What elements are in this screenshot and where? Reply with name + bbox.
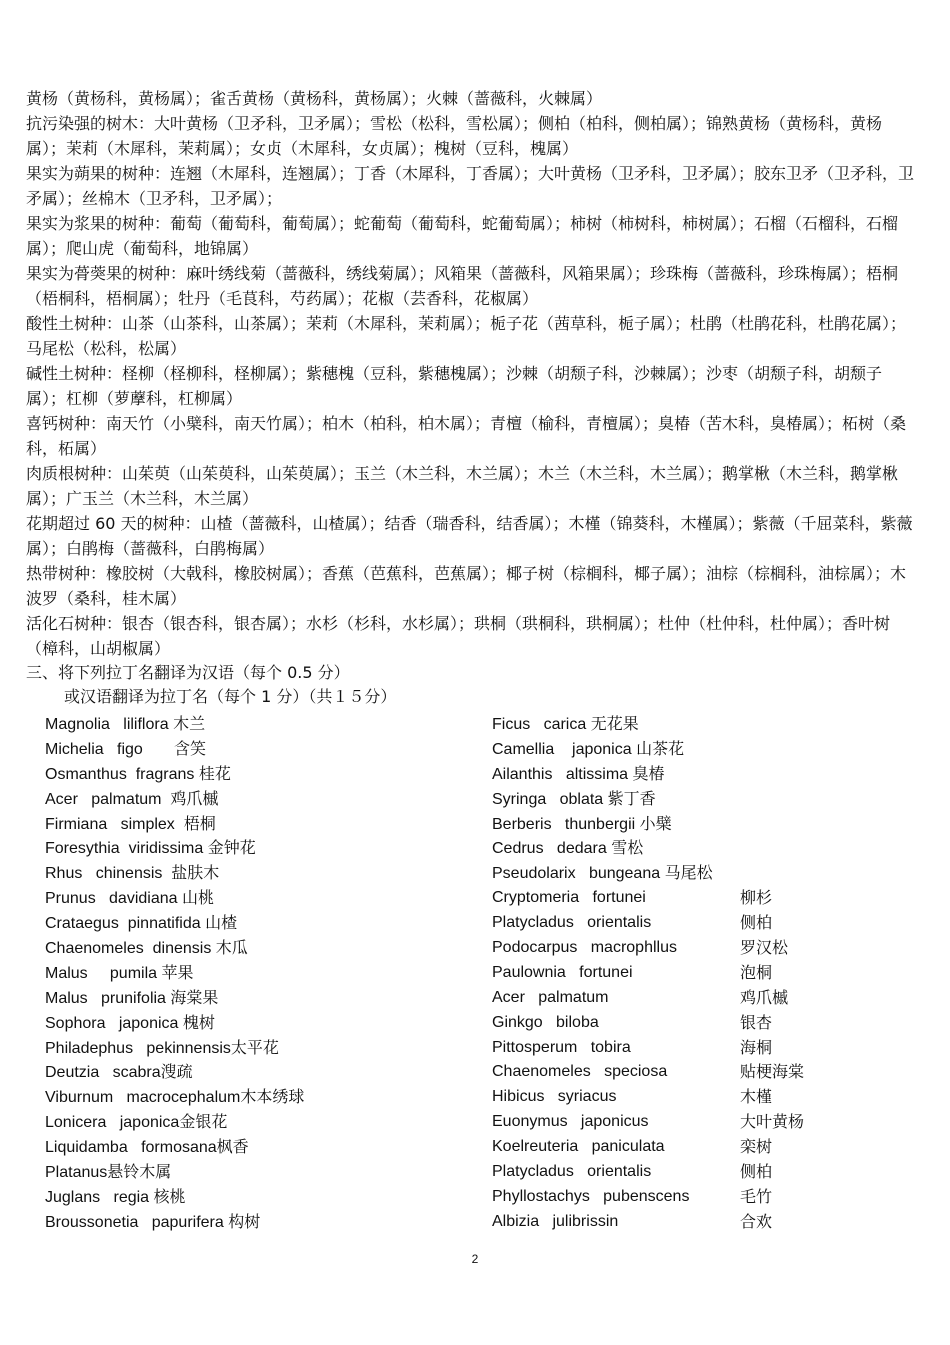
latin-name: Michelia figo <box>45 740 174 758</box>
latin-name: Platanus <box>45 1164 108 1182</box>
latin-name: Acer palmatum <box>492 988 609 1006</box>
term-row <box>45 1060 465 1085</box>
latin-name: Platycladus orientalis <box>492 1163 652 1181</box>
term-row <box>45 936 465 961</box>
term-row <box>45 1036 465 1061</box>
chinese-name: 海桐 <box>740 1037 773 1057</box>
term-row <box>45 886 465 911</box>
section-heading: 三、将下列拉丁名翻译为汉语（每个 0.5 分） <box>26 663 350 682</box>
term-row <box>492 986 912 1011</box>
chinese-name: 鸡爪槭 <box>170 788 219 808</box>
chinese-name: 无花果 <box>590 714 639 733</box>
chinese-name: 栾树 <box>740 1137 773 1157</box>
latin-name: Paulownia fortunei <box>492 963 633 981</box>
latin-name: Koelreuteria paniculata <box>492 1138 665 1156</box>
term-row <box>492 1185 912 1210</box>
term-row <box>492 787 912 812</box>
chinese-name: 金银花 <box>179 1112 228 1132</box>
latin-name: Phyllostachys pubenscens <box>492 1187 690 1205</box>
chinese-name: 毛竹 <box>740 1186 773 1206</box>
chinese-name: 合欢 <box>740 1211 773 1231</box>
latin-name: Broussonetia papurifera <box>45 1213 229 1231</box>
paragraph: 酸性土树种：山茶（山茶科，山茶属）；茉莉（木犀科，茉莉属）；栀子花（茜草科，栀子属）；杜鹃（杜鹃花科，杜鹃花属）；马尾松（松科，松属） <box>26 314 907 358</box>
latin-name: Cedrus dedara <box>492 840 612 858</box>
chinese-name: 小檗 <box>639 813 672 833</box>
chinese-name: 紫丁香 <box>607 788 656 808</box>
term-row <box>492 861 912 886</box>
latin-name: Berberis thunbergii <box>492 815 640 833</box>
chinese-name: 太平花 <box>230 1037 279 1057</box>
term-row <box>45 1160 465 1185</box>
term-row <box>45 1011 465 1036</box>
chinese-name: 梧桐 <box>183 813 216 833</box>
paragraph: 果实为浆果的树种：葡萄（葡萄科，葡萄属）；蛇葡萄（葡萄科，蛇葡萄属）；柿树（柿树科，柿树属）；石榴（石榴科，石榴属）；爬山虎（葡萄科，地锦属） <box>26 214 899 258</box>
term-row <box>45 1110 465 1135</box>
chinese-name: 大叶黄杨 <box>740 1112 805 1132</box>
paragraph: 花期超过 60 天的树种：山楂（蔷薇科，山楂属）；结香（瑞香科，结香属）；木槿（锦葵科，木槿属）；紫薇（千屈菜科，紫薇属）；白鹃梅（蔷薇科，白鹃梅属） <box>26 514 913 558</box>
chinese-name: 马尾松 <box>664 863 713 883</box>
latin-name: Malus prunifolia <box>45 989 171 1007</box>
term-row <box>45 812 465 837</box>
term-row <box>45 1085 465 1110</box>
term-row <box>492 886 912 911</box>
chinese-name: 金钟花 <box>207 838 256 858</box>
chinese-name: 木瓜 <box>215 938 248 958</box>
chinese-name: 侧柏 <box>740 1162 773 1182</box>
chinese-name: 贴梗海棠 <box>740 1062 805 1082</box>
latin-name: Camellia japonica <box>492 740 637 758</box>
latin-name: Deutzia scabra <box>45 1064 161 1082</box>
chinese-name: 苹果 <box>161 962 194 982</box>
paragraph: 果实为蓇葖果的树种：麻叶绣线菊（蔷薇科，绣线菊属）；风箱果（蔷薇科，风箱果属）；珍珠梅（蔷薇科，珍珠梅属）；梧桐（梧桐科，梧桐属）；牡丹（毛茛科，芍药属）；花椒（芸香科，花椒属） <box>26 264 899 308</box>
term-row <box>492 712 912 737</box>
term-row <box>45 986 465 1011</box>
term-row <box>45 737 465 762</box>
term-row <box>492 1160 912 1185</box>
latin-name: Malus pumila <box>45 964 162 982</box>
term-row <box>492 936 912 961</box>
paragraph: 黄杨（黄杨科，黄杨属）；雀舌黄杨（黄杨科，黄杨属）；火棘（蔷薇科，火棘属） <box>26 89 603 108</box>
chinese-name: 枫香 <box>216 1137 249 1157</box>
latin-name: Firmiana simplex <box>45 815 184 833</box>
term-row <box>45 911 465 936</box>
term-row <box>492 1135 912 1160</box>
chinese-name: 侧柏 <box>740 913 773 933</box>
term-row <box>45 861 465 886</box>
term-row <box>492 961 912 986</box>
chinese-name: 海棠果 <box>170 987 219 1007</box>
term-row <box>45 762 465 787</box>
section-subheading: 或汉语翻译为拉丁名（每个 1 分）（共１５分） <box>64 687 397 706</box>
chinese-name: 含笑 <box>173 738 206 758</box>
term-row <box>492 1036 912 1061</box>
paragraph: 活化石树种：银杏（银杏科，银杏属）；水杉（杉科，水杉属）；珙桐（珙桐科，珙桐属）；杜仲（杜仲科，杜仲属）；香叶树（樟科，山胡椒属） <box>26 614 891 658</box>
latin-name: Liquidamba formosana <box>45 1139 217 1157</box>
term-row <box>492 1060 912 1085</box>
chinese-name: 银杏 <box>740 1012 773 1032</box>
chinese-name: 木槿 <box>740 1087 773 1107</box>
chinese-name: 山茶花 <box>636 738 685 758</box>
latin-name: Hibicus syriacus <box>492 1088 617 1106</box>
chinese-name: 盐肤木 <box>171 863 220 883</box>
term-row <box>492 1085 912 1110</box>
chinese-name: 悬铃木属 <box>107 1162 172 1182</box>
chinese-name: 木本绣球 <box>240 1087 305 1107</box>
latin-terms-left-column <box>45 712 465 1235</box>
latin-name: Rhus chinensis <box>45 865 172 883</box>
latin-name: Podocarpus macrophllus <box>492 939 677 957</box>
chinese-name: 桂花 <box>198 763 231 783</box>
term-row <box>45 1210 465 1235</box>
term-row <box>45 1135 465 1160</box>
chinese-name: 雪松 <box>611 838 644 858</box>
latin-name: Syringa oblata <box>492 790 608 808</box>
paragraph: 肉质根树种：山茱萸（山茱萸科，山茱萸属）；玉兰（木兰科，木兰属）；木兰（木兰科，木兰属）；鹅掌楸（木兰科，鹅掌楸属）；广玉兰（木兰科，木兰属） <box>26 464 899 508</box>
chinese-name: 鸡爪槭 <box>740 987 789 1007</box>
term-row <box>492 1210 912 1235</box>
latin-name: Albizia julibrissin <box>492 1212 619 1230</box>
latin-name: Euonymus japonicus <box>492 1113 649 1131</box>
paragraph: 碱性土树种：柽柳（柽柳科，柽柳属）；紫穗槐（豆科，紫穗槐属）；沙棘（胡颓子科，沙棘属）；沙枣（胡颓子科，胡颓子属）；杠柳（萝藦科，杠柳属） <box>26 364 883 408</box>
paragraph: 果实为蒴果的树种：连翘（木犀科，连翘属）；丁香（木犀科，丁香属）；大叶黄杨（卫矛科，卫矛属）；胶东卫矛（卫矛科，卫矛属）；丝棉木（卫矛科，卫矛属）； <box>26 164 915 208</box>
latin-name: Chaenomeles dinensis <box>45 940 216 958</box>
term-row <box>492 836 912 861</box>
chinese-name: 槐树 <box>182 1012 215 1032</box>
latin-name: Juglans regia <box>45 1188 154 1206</box>
latin-name: Pittosperum tobira <box>492 1038 631 1056</box>
latin-name: Prunus davidiana <box>45 890 182 908</box>
latin-name: Ginkgo biloba <box>492 1013 599 1031</box>
term-row <box>492 911 912 936</box>
term-row <box>45 961 465 986</box>
term-row <box>492 1011 912 1036</box>
latin-name: Magnolia liliflora <box>45 716 174 733</box>
term-row <box>492 1110 912 1135</box>
latin-name: Osmanthus fragrans <box>45 765 199 783</box>
latin-name: Viburnum macrocephalum <box>45 1089 241 1107</box>
paragraph: 抗污染强的树木：大叶黄杨（卫矛科，卫矛属）；雪松（松科，雪松属）；侧柏（柏科，侧柏属）；锦熟黄杨（黄杨科，黄杨属）；茉莉（木犀科，茉莉属）；女贞（木犀科，女贞属）；槐树（豆科，槐属） <box>26 114 883 158</box>
chinese-name: 山桃 <box>181 888 214 908</box>
latin-name: Platycladus orientalis <box>492 914 652 932</box>
latin-name: Cryptomeria fortunei <box>492 889 646 907</box>
chinese-name: 柳杉 <box>740 888 773 908</box>
chinese-name: 山楂 <box>205 913 238 933</box>
term-row <box>492 737 912 762</box>
chinese-name: 溲疏 <box>160 1062 193 1082</box>
chinese-name: 泡桐 <box>740 962 773 982</box>
latin-name: Ailanthis altissima <box>492 765 633 783</box>
term-row <box>45 712 465 737</box>
chinese-name: 构树 <box>228 1211 261 1231</box>
latin-terms-right-column <box>492 712 912 1235</box>
latin-name: Lonicera japonica <box>45 1114 180 1132</box>
paragraph: 热带树种：橡胶树（大戟科，橡胶树属）；香蕉（芭蕉科，芭蕉属）；椰子树（棕榈科，椰子属）；油棕（棕榈科，油棕属）；木波罗（桑科，桂木属） <box>26 564 907 608</box>
term-row <box>45 787 465 812</box>
latin-name: Foresythia viridissima <box>45 840 208 858</box>
term-row <box>492 762 912 787</box>
chinese-name: 木兰 <box>173 714 206 733</box>
paragraph: 喜钙树种：南天竹（小檗科，南天竹属）；柏木（柏科，柏木属）；青檀（榆科，青檀属）；臭椿（苦木科，臭椿属）；柘树（桑科，柘属） <box>26 414 907 458</box>
term-row <box>45 1185 465 1210</box>
latin-name: Pseudolarix bungeana <box>492 865 665 883</box>
chinese-name: 核桃 <box>153 1186 186 1206</box>
latin-name: Crataegus pinnatifida <box>45 915 206 933</box>
page-number: 2 <box>471 1252 479 1266</box>
chinese-name: 臭椿 <box>632 763 665 783</box>
chinese-name: 罗汉松 <box>740 938 789 958</box>
latin-name: Ficus carica <box>492 716 591 733</box>
latin-name: Acer palmatum <box>45 790 171 808</box>
latin-name: Sophora japonica <box>45 1014 183 1032</box>
term-row <box>45 836 465 861</box>
latin-name: Philadephus pekinnensis <box>45 1039 231 1057</box>
latin-name: Chaenomeles speciosa <box>492 1063 668 1081</box>
term-row <box>492 812 912 837</box>
